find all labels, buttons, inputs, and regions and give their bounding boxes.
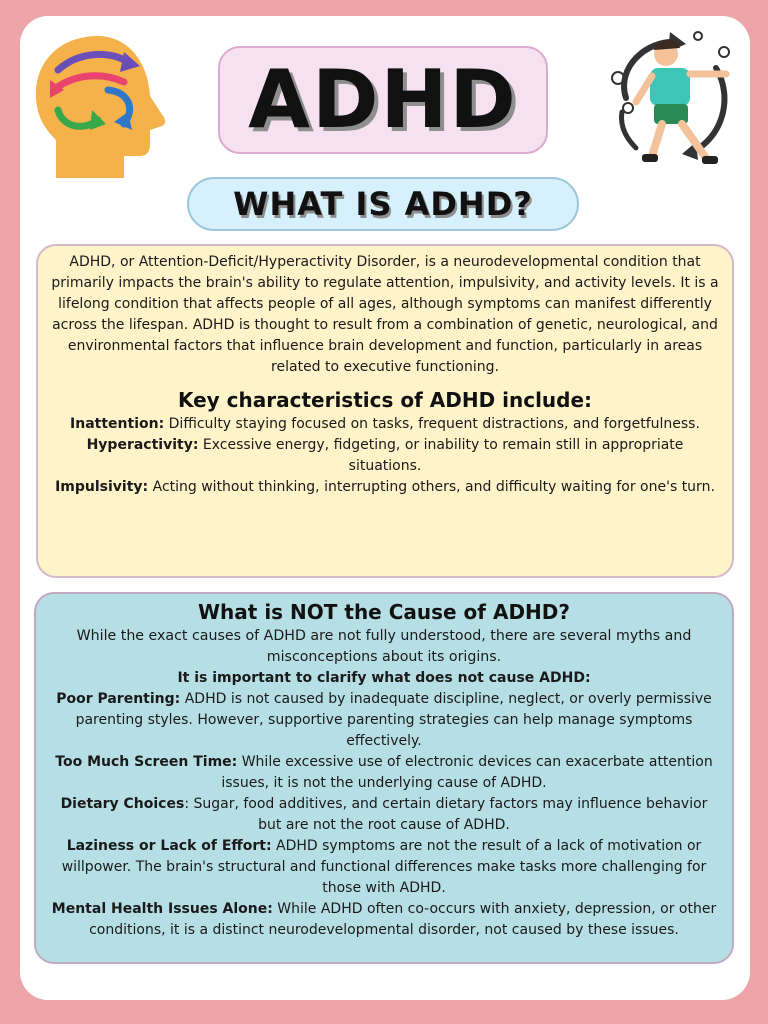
title-banner: [218, 46, 548, 154]
not-cause-heading: What is NOT the Cause of ADHD?: [198, 600, 570, 624]
list-item: [48, 752, 720, 794]
list-item: [48, 836, 720, 899]
item-term: Hyperactivity:: [86, 437, 199, 453]
item-term: Too Much Screen Time:: [55, 754, 238, 770]
item-text: Excessive energy, fidgeting, or inability to remain still in appropriate situations.: [198, 437, 684, 474]
item-text: While excessive use of electronic devices can exacerbate attention issues, it is not the underlying cause of ADHD.: [221, 754, 713, 791]
page-title: ADHD: [248, 53, 518, 146]
item-term: Inattention:: [70, 416, 165, 432]
item-text: ADHD is not caused by inadequate discipline, neglect, or overly permissive parenting styles. However, supportive parenting strategies can help manage symptoms effectively.: [75, 691, 712, 749]
item-text: While ADHD often co-occurs with anxiety, depression, or other conditions, it is a distinct neurodevelopmental disorder, not caused by these issues.: [89, 901, 717, 938]
spinning-boy-icon: [606, 28, 742, 178]
subtitle-banner: [187, 177, 579, 231]
item-text: Acting without thinking, interrupting others, and difficulty waiting for one's turn.: [148, 479, 715, 495]
item-text: ADHD symptoms are not the result of a lack of motivation or willpower. The brain's structural and functional differences make tasks more challenging for those with ADHD.: [61, 838, 707, 896]
item-term: Mental Health Issues Alone:: [51, 901, 273, 917]
not-cause-panel: [34, 592, 734, 964]
intro-paragraph: ADHD, or Attention-Deficit/Hyperactivity Disorder, is a neurodevelopmental condition that primarily impacts the brain's ability to regulate attention, impulsivity, and activity levels. It is a lifelong condition that affects people of all ages, although symptoms can manifest differently across the lifespan. ADHD is thought to result from a combination of genetic, neurological, and environmental factors that influence brain development and function, particularly in areas related to executive functioning.: [51, 254, 719, 375]
item-text: Difficulty staying focused on tasks, frequent distractions, and forgetfulness.: [164, 416, 700, 432]
item-term: Poor Parenting:: [56, 691, 181, 707]
page-subtitle: WHAT IS ADHD?: [233, 185, 533, 223]
definition-panel: [36, 244, 734, 578]
item-term: Dietary Choices: [60, 796, 185, 812]
item-term: Laziness or Lack of Effort:: [66, 838, 272, 854]
list-item: [50, 414, 720, 435]
list-item: [50, 477, 720, 498]
list-item: [50, 435, 720, 477]
clarify-text: It is important to clarify what does not cause ADHD:: [177, 670, 591, 686]
clarify-line: [48, 668, 720, 689]
list-item: [48, 794, 720, 836]
characteristics-heading: Key characteristics of ADHD include:: [177, 388, 593, 412]
not-cause-intro: While the exact causes of ADHD are not fully understood, there are several myths and misconceptions about its origins.: [76, 628, 692, 665]
list-item: [48, 689, 720, 752]
brain-head-arrows-icon: [28, 32, 168, 180]
list-item: [48, 899, 720, 941]
item-text: : Sugar, food additives, and certain dietary factors may influence behavior but are not the root cause of ADHD.: [184, 796, 708, 833]
item-term: Impulsivity:: [55, 479, 149, 495]
